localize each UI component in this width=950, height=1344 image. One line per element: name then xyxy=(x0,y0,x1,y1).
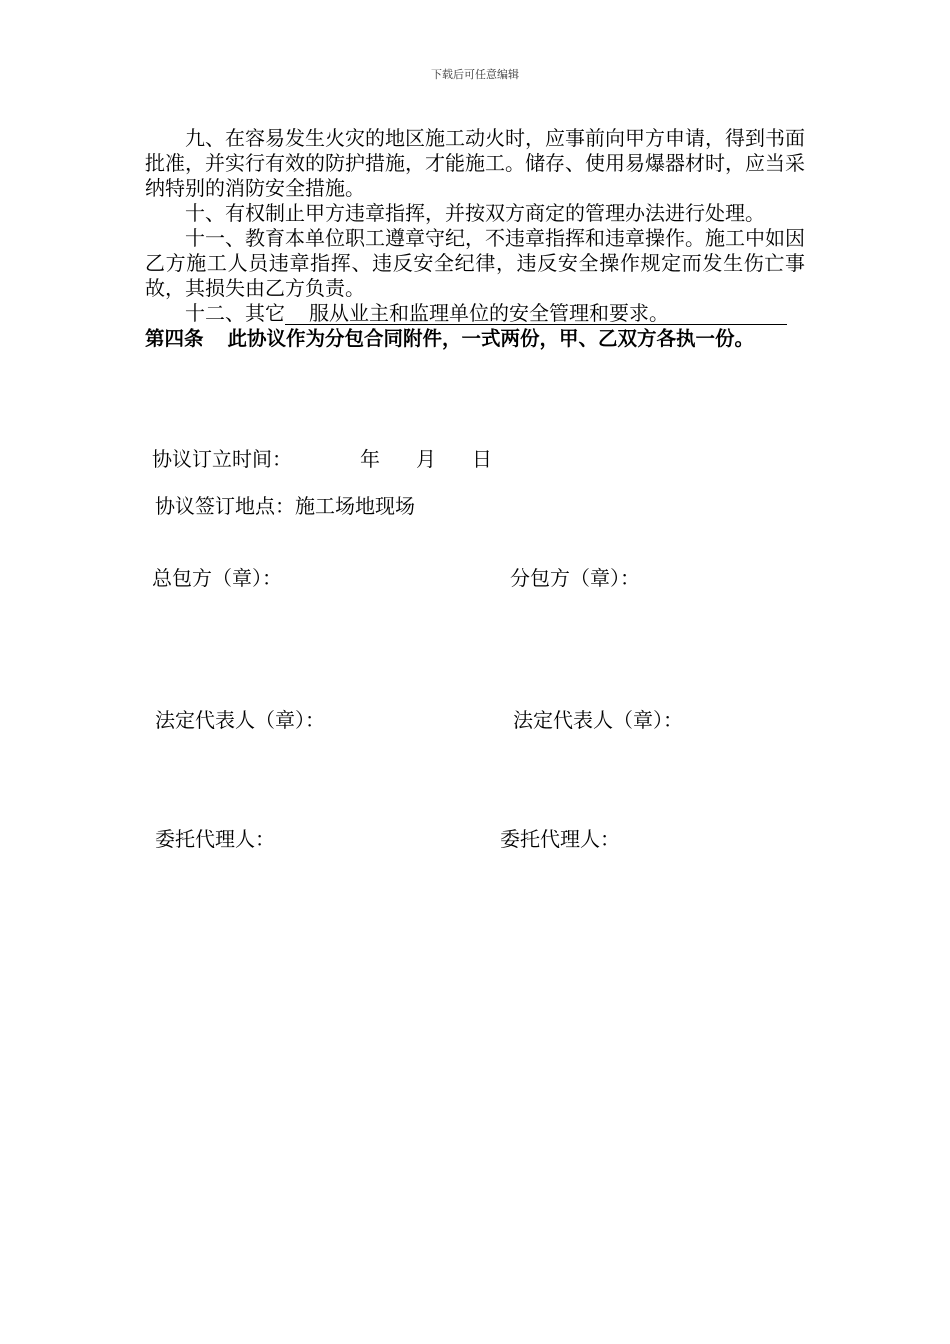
article-4-text: 此协议作为分包合同附件，一式两份，甲、乙双方各执一份。 xyxy=(227,327,755,350)
year-label: 年 xyxy=(360,447,380,471)
general-contractor-seal-label: 总包方（章）： xyxy=(152,566,282,590)
agreement-place-line xyxy=(155,493,415,519)
day-label: 日 xyxy=(472,447,492,471)
month-label: 月 xyxy=(416,447,436,471)
document-body xyxy=(145,126,805,351)
clause-11: 十一、教育本单位职工遵章守纪，不违章指挥和违章操作。施工中如因乙方施工人员违章指挥、违反安全纪律，违反安全操作规定而发生伤亡事故，其损失由乙方负责。 xyxy=(145,226,805,300)
subcontractor-seal-label: 分包方（章）： xyxy=(510,566,640,590)
legal-representative-left-label: 法定代表人（章）： xyxy=(155,708,325,732)
clause-12-prefix: 十二、其它 xyxy=(185,301,285,325)
legal-representative-right-label: 法定代表人（章）： xyxy=(513,708,683,732)
clause-12-filled-blank: 服从业主和监理单位的安全管理和要求。 xyxy=(285,302,787,325)
article-4-label: 第四条 xyxy=(145,327,204,350)
clause-12 xyxy=(145,301,805,326)
agreement-place-value: 施工场地现场 xyxy=(295,494,415,518)
article-4 xyxy=(145,326,805,351)
agreement-place-label: 协议签订地点： xyxy=(155,494,295,518)
clause-10: 十、有权制止甲方违章指挥，并按双方商定的管理办法进行处理。 xyxy=(185,201,765,225)
authorized-agent-right-label: 委托代理人： xyxy=(500,827,620,851)
clause-9: 九、在容易发生火灾的地区施工动火时，应事前向甲方申请，得到书面批准，并实行有效的防护措施，才能施工。储存、使用易爆器材时，应当采纳特别的消防安全措施。 xyxy=(145,126,805,200)
authorized-agent-left-label: 委托代理人： xyxy=(155,827,275,851)
page-header: 下载后可任意编辑 xyxy=(431,68,519,81)
agreement-time-line xyxy=(152,446,492,472)
agreement-time-label: 协议订立时间： xyxy=(152,447,292,471)
